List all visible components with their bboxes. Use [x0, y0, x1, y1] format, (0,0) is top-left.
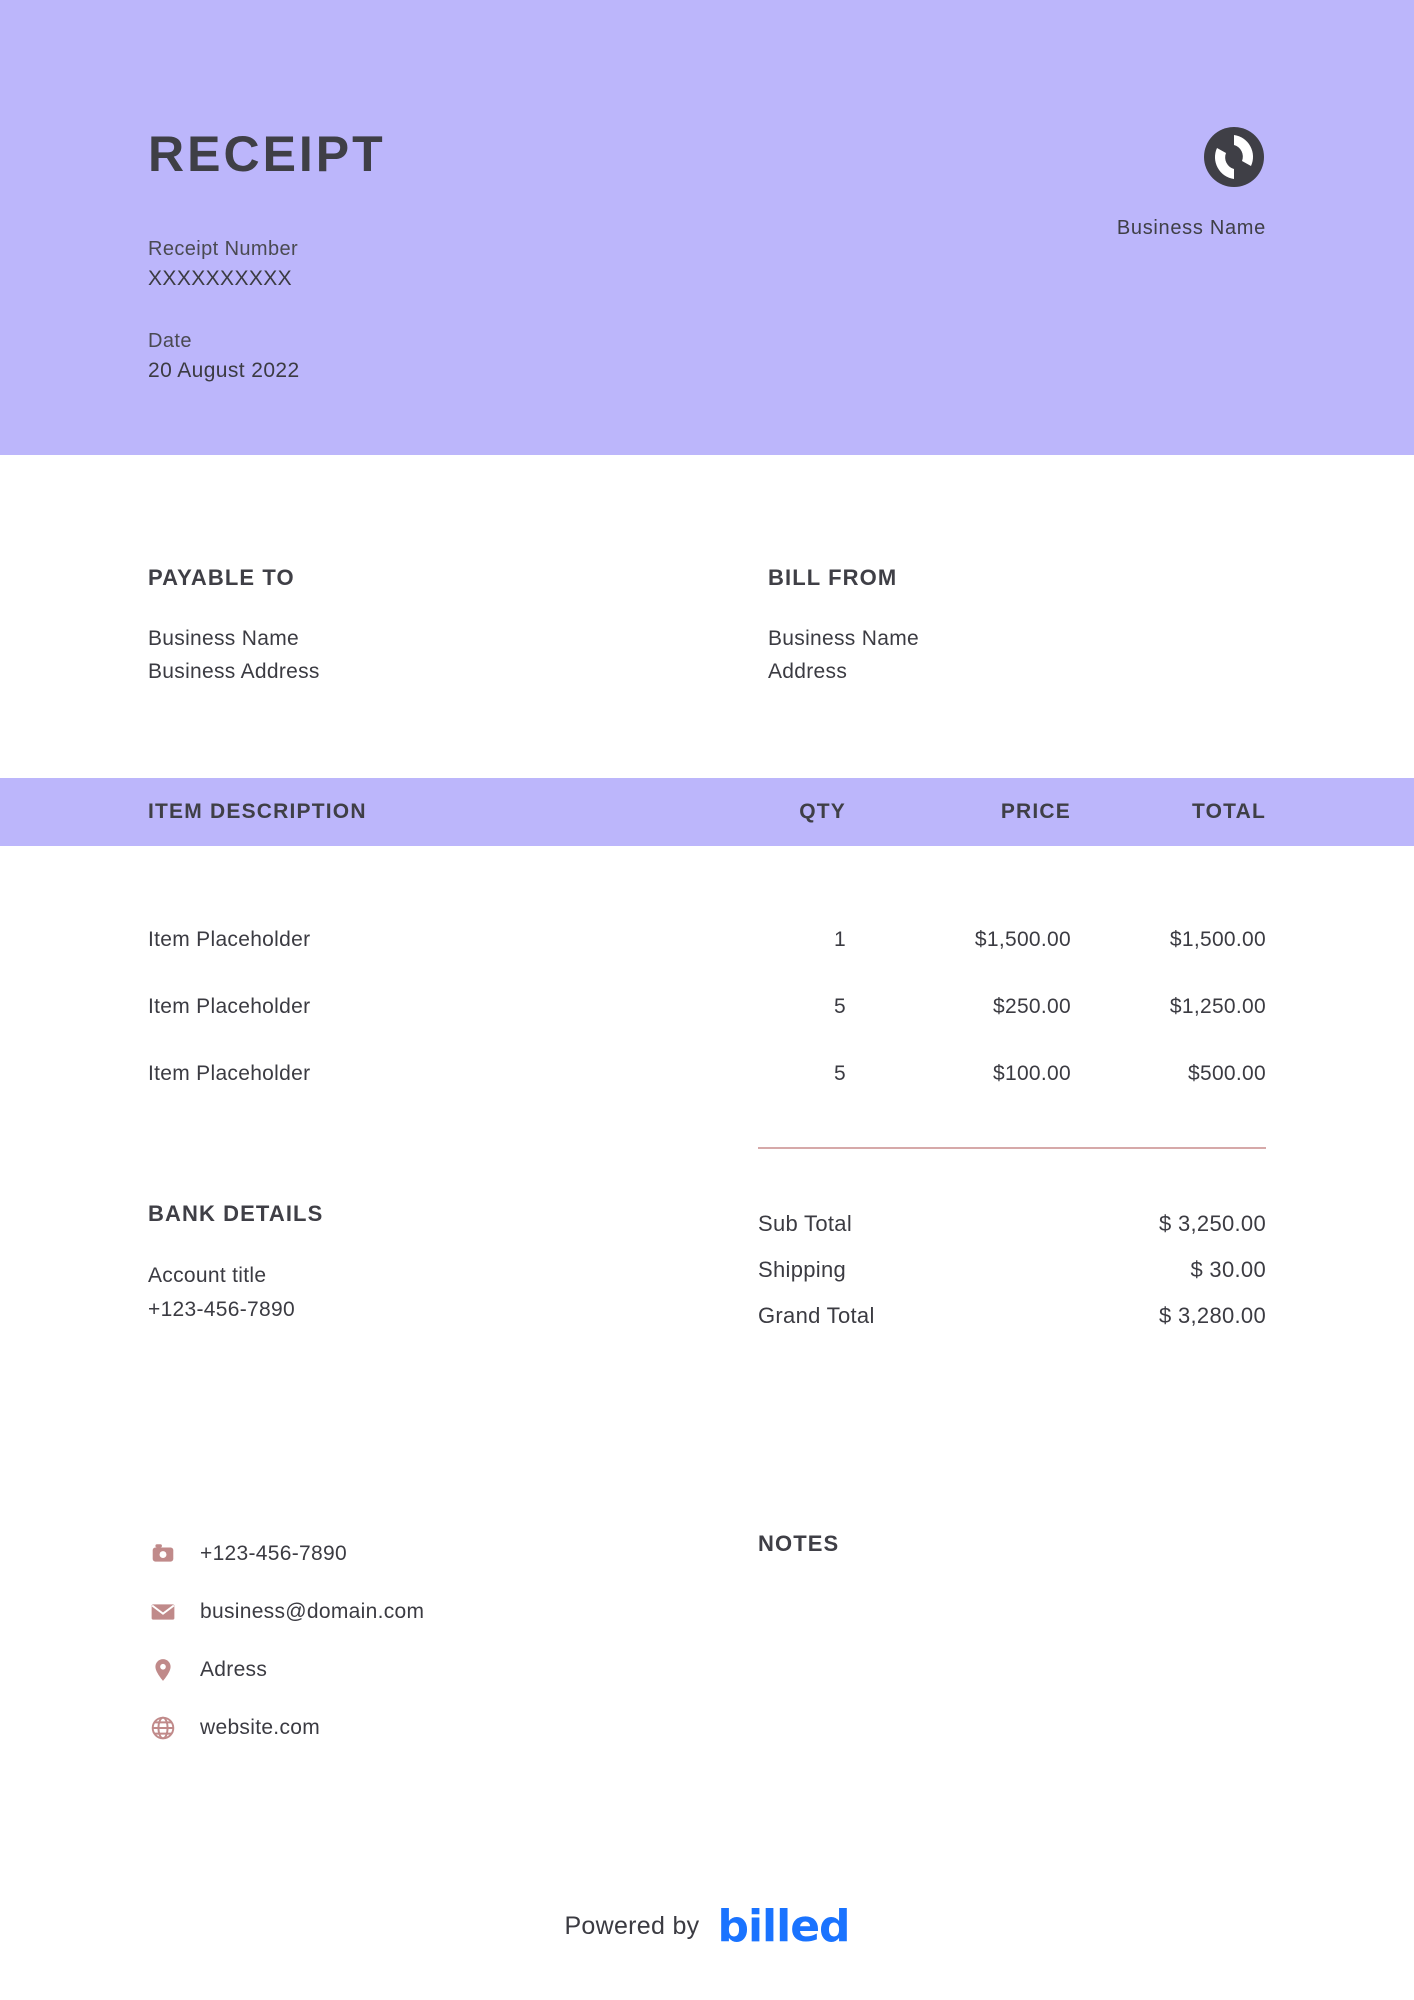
receipt-number-value: XXXXXXXXXX — [148, 267, 293, 290]
receipt-number-block — [148, 235, 298, 294]
powered-by-label: Powered by — [564, 1912, 700, 1940]
totals-row-subtotal — [758, 1201, 1266, 1247]
contact-phone-row — [148, 1525, 758, 1583]
totals-row-shipping — [758, 1247, 1266, 1293]
contact-and-notes-section — [0, 1525, 1414, 1757]
grand-total-value: $ 3,280.00 — [1159, 1303, 1266, 1329]
bill-from-line-2: Address — [768, 659, 848, 683]
subtotal-label: Sub Total — [758, 1211, 853, 1237]
bill-from-block — [707, 565, 1266, 688]
totals-divider — [758, 1147, 1266, 1149]
location-pin-icon — [148, 1655, 178, 1685]
parties-section — [0, 565, 1414, 688]
contact-list — [148, 1525, 758, 1757]
brand-block — [946, 125, 1266, 240]
payable-to-title: PAYABLE TO — [148, 565, 295, 590]
item-qty: 5 — [834, 994, 846, 1018]
contact-email-row — [148, 1583, 758, 1641]
item-total: $1,500.00 — [1169, 927, 1266, 951]
contact-address-row — [148, 1641, 758, 1699]
brand-business-name: Business Name — [1116, 217, 1266, 239]
bill-from-title: BILL FROM — [768, 565, 898, 590]
globe-icon — [148, 1713, 178, 1743]
receipt-header — [0, 0, 1414, 455]
shipping-label: Shipping — [758, 1257, 847, 1283]
item-price: $1,500.00 — [974, 927, 1071, 951]
contact-email-text: business@domain.com — [200, 1600, 425, 1624]
bank-details-block — [148, 1117, 758, 1339]
table-row — [148, 906, 1266, 973]
grand-total-label: Grand Total — [758, 1303, 875, 1329]
date-label: Date — [148, 330, 192, 352]
bank-account-title: Account title — [148, 1264, 267, 1288]
items-table-header — [0, 778, 1414, 846]
aperture-icon — [1202, 125, 1266, 189]
bill-from-line-1: Business Name — [768, 627, 919, 650]
bank-details-title: BANK DETAILS — [148, 1201, 324, 1227]
phone-icon — [148, 1539, 178, 1569]
billed-logo: billed — [717, 1901, 850, 1952]
table-row — [148, 1040, 1266, 1107]
notes-block — [758, 1525, 1266, 1757]
column-header-price: PRICE — [1000, 800, 1071, 824]
item-description: Item Placeholder — [148, 994, 311, 1018]
payable-to-line-1: Business Name — [148, 627, 299, 650]
contact-website-text: website.com — [200, 1716, 321, 1740]
item-total: $500.00 — [1187, 1061, 1266, 1085]
column-header-total: TOTAL — [1191, 800, 1266, 824]
totals-row-grand-total — [758, 1293, 1266, 1339]
item-qty: 1 — [834, 927, 846, 951]
items-table-body — [0, 906, 1414, 1107]
column-header-qty: QTY — [799, 800, 846, 824]
item-total: $1,250.00 — [1169, 994, 1266, 1018]
contact-website-row — [148, 1699, 758, 1757]
notes-title: NOTES — [758, 1531, 840, 1557]
footer — [0, 1901, 1414, 1952]
payable-to-block — [148, 565, 707, 688]
date-value: 20 August 2022 — [148, 359, 300, 382]
contact-phone-text: +123-456-7890 — [200, 1542, 347, 1566]
table-row — [148, 973, 1266, 1040]
totals-block — [758, 1117, 1266, 1339]
shipping-value: $ 30.00 — [1190, 1257, 1266, 1283]
column-header-description: ITEM DESCRIPTION — [148, 800, 367, 824]
item-price: $250.00 — [992, 994, 1071, 1018]
item-price: $100.00 — [992, 1061, 1071, 1085]
page-title: RECEIPT — [148, 126, 386, 182]
bank-and-totals-section — [0, 1117, 1414, 1339]
date-block — [148, 327, 300, 386]
receipt-number-label: Receipt Number — [148, 238, 299, 260]
subtotal-value: $ 3,250.00 — [1159, 1211, 1266, 1237]
bank-phone: +123-456-7890 — [148, 1297, 295, 1321]
contact-address-text: Adress — [200, 1658, 268, 1682]
envelope-icon — [148, 1597, 178, 1627]
item-description: Item Placeholder — [148, 1061, 311, 1085]
item-qty: 5 — [834, 1061, 846, 1085]
item-description: Item Placeholder — [148, 927, 311, 951]
payable-to-line-2: Business Address — [148, 659, 320, 683]
